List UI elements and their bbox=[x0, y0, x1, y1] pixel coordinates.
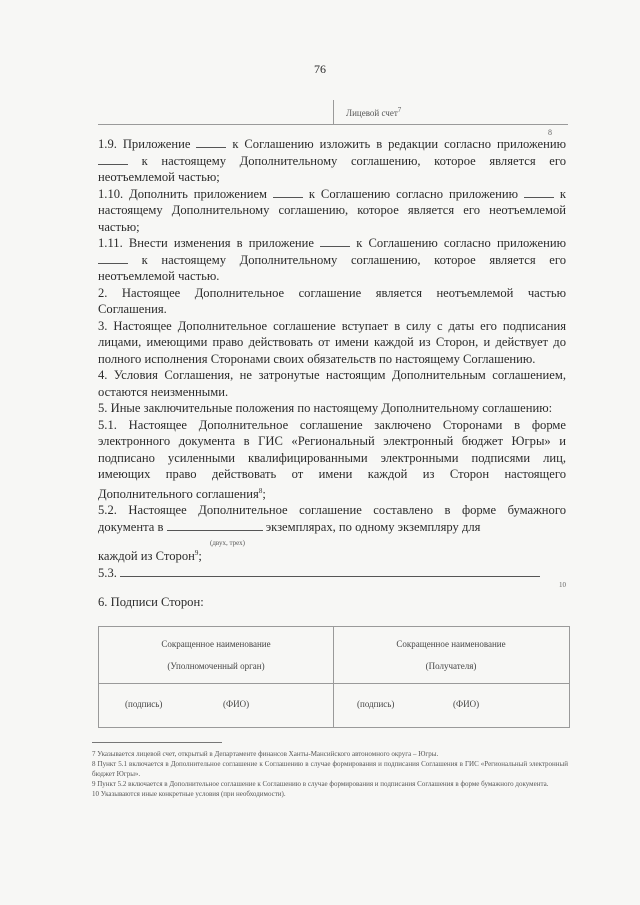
right-signature: (подпись) bbox=[357, 699, 395, 709]
clause-1-10: 1.10. Дополнить приложением к Соглашению согласно приложению к настоящему Дополнительному соглашению, которое является его неотъемлемой частью; bbox=[98, 186, 566, 234]
right-role: (Получателя) bbox=[425, 661, 477, 671]
footnote-9: 9 Пункт 5.2 включается в Дополнительное соглашение к Соглашению в случае формирования и подписания Соглашения в форме бумажного документа. bbox=[92, 780, 549, 788]
document-body bbox=[98, 136, 566, 610]
clause-2: 2. Настоящее Дополнительное соглашение является неотъемлемой частью Соглашения. bbox=[98, 285, 566, 316]
table-row-divider bbox=[99, 683, 569, 684]
account-field bbox=[98, 100, 568, 125]
page-number: 76 bbox=[314, 62, 326, 76]
footnotes bbox=[92, 742, 568, 799]
clause-4: 4. Условия Соглашения, не затронутые настоящим Дополнительным соглашением, остаются неизменными. bbox=[98, 368, 566, 399]
footnote-8: 8 Пункт 5.1 включается в Дополнительное соглашение к Соглашению в случае формирования и подписания Соглашения в ГИС «Региональный электронный бюджет Югры». bbox=[92, 760, 568, 778]
right-name-label: Сокращенное наименование bbox=[396, 639, 506, 649]
left-name-label: Сокращенное наименование bbox=[161, 639, 271, 649]
signatures-table bbox=[98, 626, 570, 728]
clause-1-11: 1.11. Внести изменения в приложение к Соглашению согласно приложению к настоящему Дополнительному соглашению, которое является его неотъемлемой частью. bbox=[98, 236, 567, 283]
footnote-ref-8: 8 bbox=[258, 486, 263, 495]
footnote-ref-10: 10 bbox=[559, 581, 566, 590]
right-fio: (ФИО) bbox=[453, 699, 480, 709]
left-signature: (подпись) bbox=[125, 699, 163, 709]
account-footnote-mark: 7 bbox=[397, 106, 402, 114]
clause-5-3: 5.3. bbox=[98, 565, 566, 582]
account-divider bbox=[333, 100, 334, 124]
footnote-ref-9: 9 bbox=[194, 549, 199, 558]
account-label: Лицевой счет$^7$ bbox=[346, 106, 402, 118]
copies-hint: (двух, трех) bbox=[210, 539, 245, 548]
clause-3: 3. Настоящее Дополнительное соглашение вступает в силу с даты его подписания лицами, имеющими право действовать от имени каждой из Сторон, и действует до полного исполнения Сторонами своих обязательств по настоящему Соглашению. bbox=[98, 318, 566, 366]
clause-1-9: 1.9. Приложение к Соглашению изложить в редакции согласно приложению к настоящему Дополнительному соглашению, которое является его неотъемлемой частью; bbox=[98, 137, 566, 184]
clause-5-1: 5.1. Настоящее Дополнительное соглашение заключено Сторонами в форме электронного документа в ГИС «Региональный электронный бюджет Югры» и подписано усиленными квалифицированными электронными подписями лиц, имеющих право действовать от имени каждой из Сторон настоящего Дополнительного соглашения$^8$; bbox=[98, 417, 566, 501]
clause-5-2-cont: каждой из Сторон$^9$; bbox=[98, 549, 202, 564]
clause-5: 5. Иные заключительные положения по настоящему Дополнительному соглашению: bbox=[98, 401, 553, 415]
footnote-rule bbox=[92, 742, 222, 743]
footnote-7: 7 Указывается лицевой счет, открытый в Департаменте финансов Ханты-Мансийского автономного округа – Югры. bbox=[92, 750, 439, 758]
left-fio: (ФИО) bbox=[223, 699, 250, 709]
header-footnote-mark: 8 bbox=[548, 128, 552, 137]
clause-5-2: 5.2. Настоящее Дополнительное соглашение составлено в форме бумажного документа в экземплярах, по одному экземпляру для bbox=[98, 503, 566, 534]
left-role: (Уполномоченный орган) bbox=[167, 661, 265, 671]
footnote-10: 10 Указываются иные конкретные условия (при необходимости). bbox=[92, 790, 286, 798]
clause-6: 6. Подписи Сторон: bbox=[98, 594, 204, 609]
